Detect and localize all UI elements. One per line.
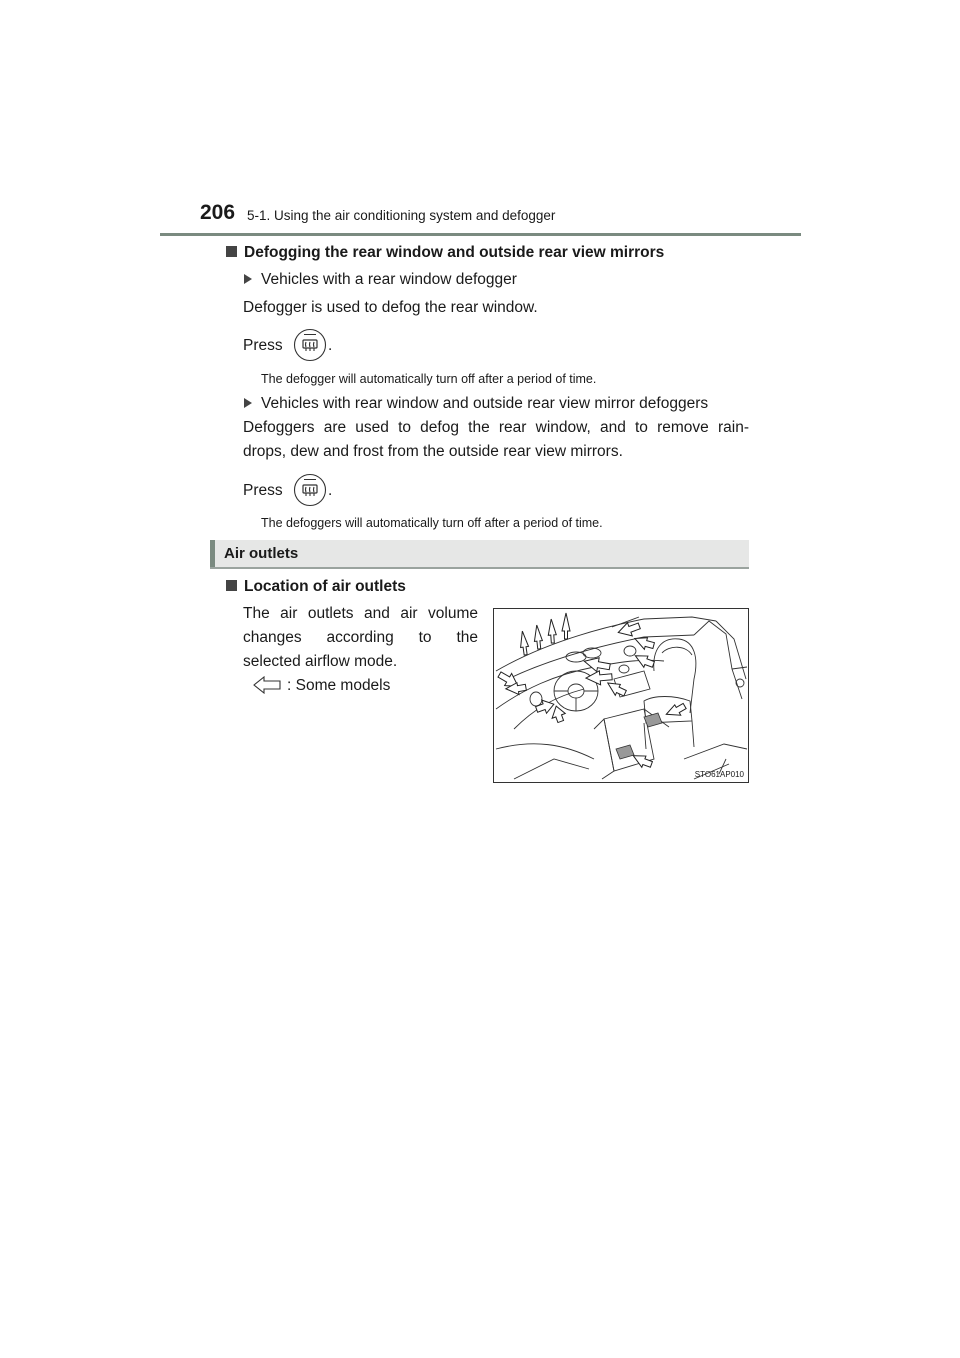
air-outlets-illustration xyxy=(493,608,749,783)
defog-mirror-description-line1: Defoggers are used to defog the rear window, and to remove rain- xyxy=(243,419,749,436)
air-outlets-heading xyxy=(226,579,406,595)
defog-mirror-description-line2: drops, dew and frost from the outside rear view mirrors. xyxy=(243,443,623,460)
bullet-rear-window-defogger xyxy=(244,272,517,288)
bullet-text: Vehicles with rear window and outside rear view mirror defoggers xyxy=(261,395,709,412)
period: . xyxy=(328,337,333,354)
outlet-arrow-legend-icon xyxy=(252,674,282,701)
legend-text: : Some models xyxy=(287,677,391,694)
defog-note: The defogger will automatically turn off after a period of time. xyxy=(261,372,597,386)
defog-heading-text: Defogging the rear window and outside rear view mirrors xyxy=(244,244,665,261)
section-title: Air outlets xyxy=(224,545,299,562)
press-label-2: Press xyxy=(243,482,283,499)
section-header-air-outlets xyxy=(210,540,749,569)
air-outlets-desc-line3: selected airflow mode. xyxy=(243,653,398,670)
bullet-mirror-defoggers xyxy=(244,396,708,412)
rear-defogger-icon xyxy=(293,473,327,507)
square-bullet-icon xyxy=(226,246,237,257)
running-header: 5-1. Using the air conditioning system and defogger xyxy=(247,208,556,223)
outlet-arrow-icon xyxy=(252,674,282,696)
air-outlets-desc-line2: changes according to the xyxy=(243,629,478,646)
defogger-note: The defoggers will automatically turn off after a period of time. xyxy=(261,516,603,530)
rear-defogger-button xyxy=(293,473,327,512)
triangle-bullet-icon xyxy=(244,398,252,408)
rear-defogger-button xyxy=(293,328,327,367)
bullet-text: Vehicles with a rear window defogger xyxy=(261,271,517,288)
air-outlets-desc-line1: The air outlets and air volume xyxy=(243,605,478,622)
rear-defogger-icon xyxy=(293,328,327,362)
square-bullet-icon xyxy=(226,580,237,591)
header-rule xyxy=(160,233,801,236)
car-interior-illustration xyxy=(494,609,748,782)
figure-code: STO61AP010 xyxy=(694,770,744,779)
triangle-bullet-icon xyxy=(244,274,252,284)
air-outlets-heading-text: Location of air outlets xyxy=(244,578,406,595)
defog-heading xyxy=(226,245,664,261)
section-accent xyxy=(210,540,215,567)
period: . xyxy=(328,482,333,499)
defog-description: Defogger is used to defog the rear window. xyxy=(243,299,538,316)
page-number: 206 xyxy=(200,201,236,224)
press-label-1: Press xyxy=(243,337,283,354)
